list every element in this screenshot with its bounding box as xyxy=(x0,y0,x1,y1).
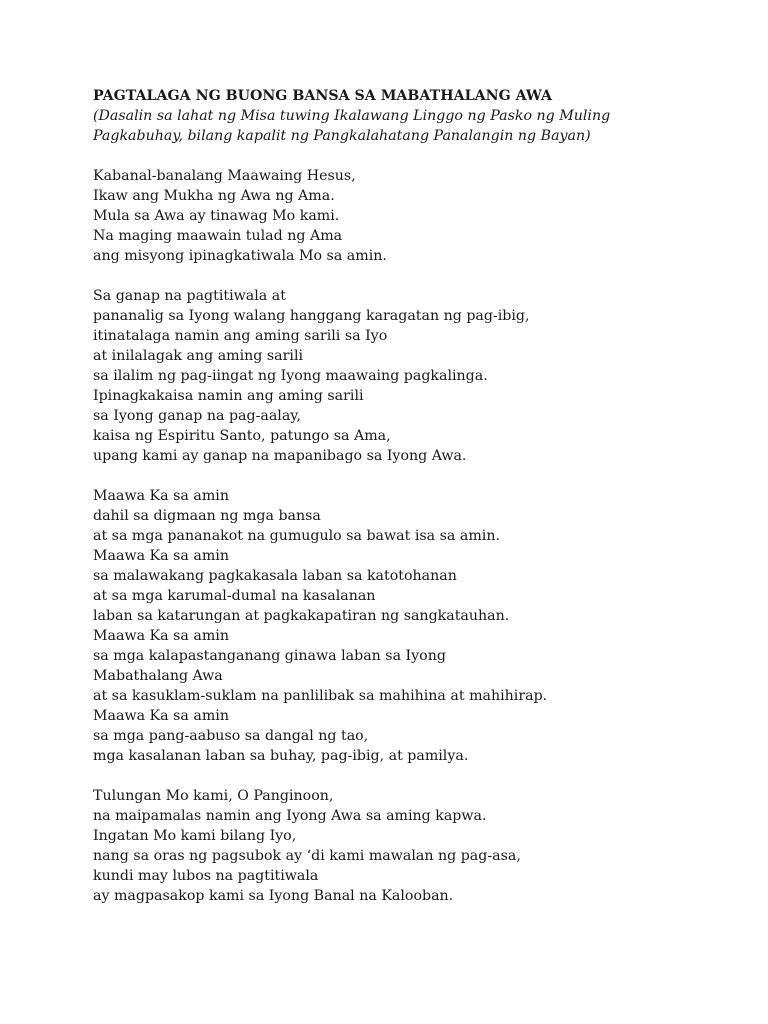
verse-line: upang kami ay ganap na mapanibago sa Iyong Awa. xyxy=(93,448,467,464)
verse-line: sa mga kalapastanganang ginawa laban sa Iyong xyxy=(93,648,446,664)
verse-line: pananalig sa Iyong walang hanggang karagatan ng pag-ibig, xyxy=(93,308,530,324)
verse-line: Maawa Ka sa amin xyxy=(93,488,229,504)
stanza-1 xyxy=(93,166,733,266)
document-page xyxy=(93,86,733,906)
verse-line: ay magpasakop kami sa Iyong Banal na Kalooban. xyxy=(93,888,454,904)
verse-line: Mabathalang Awa xyxy=(93,668,223,684)
verse-line: Maawa Ka sa amin xyxy=(93,708,229,724)
verse-line: Ingatan Mo kami bilang Iyo, xyxy=(93,828,297,844)
verse-line: ang misyong ipinagkatiwala Mo sa amin. xyxy=(93,248,387,264)
verse-line: sa malawakang pagkakasala laban sa katotohanan xyxy=(93,568,457,584)
stanza-4 xyxy=(93,786,733,906)
verse-line: laban sa katarungan at pagkakapatiran ng sangkatauhan. xyxy=(93,608,510,624)
verse-line: at sa mga karumal-dumal na kasalanan xyxy=(93,588,376,604)
verse-line: Maawa Ka sa amin xyxy=(93,548,229,564)
verse-line: mga kasalanan laban sa buhay, pag-ibig, at pamilya. xyxy=(93,748,469,764)
verse-line: at sa kasuklam-suklam na panlilibak sa mahihina at mahihirap. xyxy=(93,688,548,704)
verse-line: kaisa ng Espiritu Santo, patungo sa Ama, xyxy=(93,428,391,444)
verse-line: Ikaw ang Mukha ng Awa ng Ama. xyxy=(93,188,335,204)
verse-line: Sa ganap na pagtitiwala at xyxy=(93,288,286,304)
verse-line: Maawa Ka sa amin xyxy=(93,628,229,644)
verse-line: sa ilalim ng pag-iingat ng Iyong maawaing pagkalinga. xyxy=(93,368,488,384)
verse-line: at inilalagak ang aming sarili xyxy=(93,348,304,364)
verse-line: kundi may lubos na pagtitiwala xyxy=(93,868,319,884)
stanza-2 xyxy=(93,286,733,466)
verse-line: Tulungan Mo kami, O Panginoon, xyxy=(93,788,334,804)
verse-line: Kabanal-banalang Maawaing Hesus, xyxy=(93,168,356,184)
document-title: PAGTALAGA NG BUONG BANSA SA MABATHALANG AWA xyxy=(93,88,552,104)
verse-line: Na maging maawain tulad ng Ama xyxy=(93,228,343,244)
verse-line: Ipinagkakaisa namin ang aming sarili xyxy=(93,388,364,404)
verse-line: dahil sa digmaan ng mga bansa xyxy=(93,508,321,524)
subtitle-line: Pagkabuhay, bilang kapalit ng Pangkalahatang Panalangin ng Bayan) xyxy=(93,128,591,144)
subtitle-line: (Dasalin sa lahat ng Misa tuwing Ikalawang Linggo ng Pasko ng Muling xyxy=(93,108,611,124)
verse-line: na maipamalas namin ang Iyong Awa sa aming kapwa. xyxy=(93,808,487,824)
verse-line: itinatalaga namin ang aming sarili sa Iyo xyxy=(93,328,388,344)
verse-line: nang sa oras ng pagsubok ay ‘di kami mawalan ng pag-asa, xyxy=(93,848,521,864)
verse-line: sa Iyong ganap na pag-aalay, xyxy=(93,408,301,424)
verse-line: Mula sa Awa ay tinawag Mo kami. xyxy=(93,208,340,224)
verse-line: sa mga pang-aabuso sa dangal ng tao, xyxy=(93,728,369,744)
document-subtitle xyxy=(93,106,733,146)
verse-line: at sa mga pananakot na gumugulo sa bawat isa sa amin. xyxy=(93,528,500,544)
stanza-3 xyxy=(93,486,733,766)
